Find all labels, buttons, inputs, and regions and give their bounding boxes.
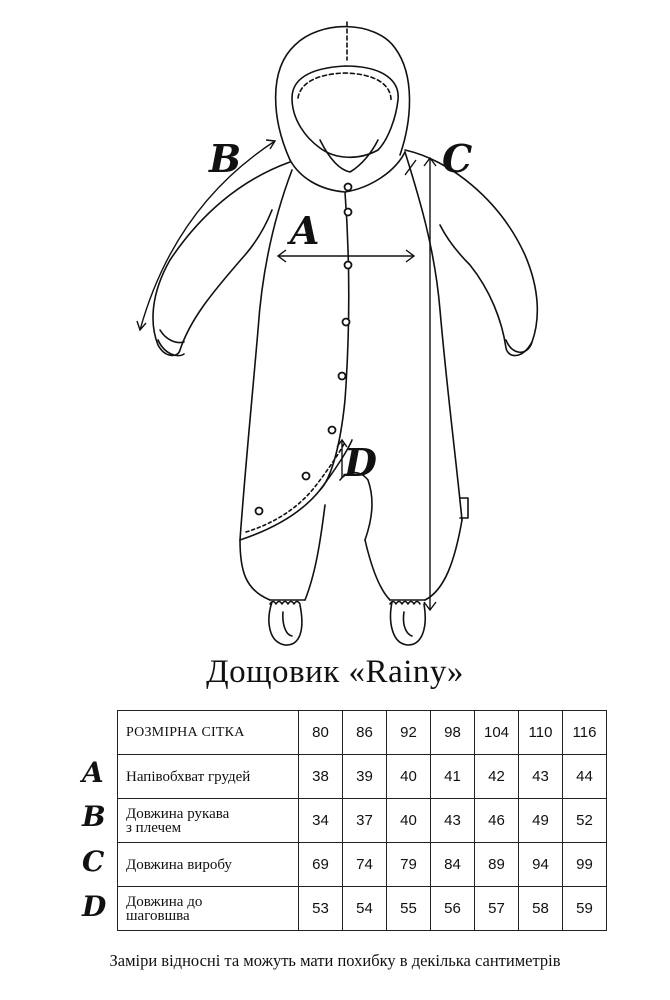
value-cell: 41 — [431, 755, 475, 799]
value-cell: 43 — [431, 799, 475, 843]
size-header-cell: 98 — [431, 711, 475, 755]
measure-label: Довжина виробу — [118, 843, 299, 887]
value-cell: 57 — [475, 887, 519, 931]
value-cell: 39 — [343, 755, 387, 799]
product-title: Дощовик «Rainy» — [206, 654, 464, 690]
table-row — [118, 887, 607, 931]
measure-label: Довжина рукава з плечем — [118, 799, 299, 843]
value-cell: 43 — [519, 755, 563, 799]
size-header-cell: 110 — [519, 711, 563, 755]
row-letter-c: C — [82, 845, 105, 878]
value-cell: 84 — [431, 843, 475, 887]
measure-label: Напівобхват грудей — [118, 755, 299, 799]
value-cell: 40 — [387, 755, 431, 799]
size-header-cell: 86 — [343, 711, 387, 755]
measure-letter-c: C — [442, 136, 473, 181]
value-cell: 69 — [299, 843, 343, 887]
value-cell: 56 — [431, 887, 475, 931]
size-grid-header: РОЗМІРНА СІТКА — [118, 711, 299, 755]
value-cell: 46 — [475, 799, 519, 843]
row-letter-b: B — [82, 800, 106, 833]
value-cell: 40 — [387, 799, 431, 843]
table-row — [118, 755, 607, 799]
size-header-cell: 116 — [563, 711, 607, 755]
leg-right — [365, 520, 462, 600]
foot-right — [391, 602, 426, 645]
value-cell: 94 — [519, 843, 563, 887]
size-header-cell: 80 — [299, 711, 343, 755]
table-row — [118, 843, 607, 887]
value-cell: 42 — [475, 755, 519, 799]
value-cell: 74 — [343, 843, 387, 887]
value-cell: 89 — [475, 843, 519, 887]
value-cell: 49 — [519, 799, 563, 843]
measure-letter-a: A — [290, 208, 320, 253]
size-header-cell: 104 — [475, 711, 519, 755]
foot-left — [269, 602, 302, 645]
value-cell: 38 — [299, 755, 343, 799]
value-cell: 59 — [563, 887, 607, 931]
size-header-cell: 92 — [387, 711, 431, 755]
table-header-row — [118, 711, 607, 755]
value-cell: 79 — [387, 843, 431, 887]
body-right — [405, 152, 462, 520]
value-cell: 58 — [519, 887, 563, 931]
footnote: Заміри відносні та можуть мати похибку в декілька сантиметрів — [109, 951, 561, 970]
measurement-arrows — [137, 136, 436, 610]
size-chart-table — [117, 710, 607, 931]
hood-face-opening — [292, 66, 398, 157]
measure-letter-b: B — [209, 136, 242, 181]
measure-letter-d: D — [344, 440, 377, 485]
measure-label: Довжина до шаговшва — [118, 887, 299, 931]
table-row — [118, 799, 607, 843]
value-cell: 37 — [343, 799, 387, 843]
value-cell: 52 — [563, 799, 607, 843]
value-cell: 44 — [563, 755, 607, 799]
leg-left — [240, 505, 325, 600]
value-cell: 99 — [563, 843, 607, 887]
row-letter-a: A — [82, 756, 104, 789]
row-letter-d: D — [82, 890, 107, 923]
body-left — [240, 170, 292, 540]
sleeve-left — [153, 162, 290, 355]
value-cell: 34 — [299, 799, 343, 843]
value-cell: 53 — [299, 887, 343, 931]
value-cell: 55 — [387, 887, 431, 931]
value-cell: 54 — [343, 887, 387, 931]
